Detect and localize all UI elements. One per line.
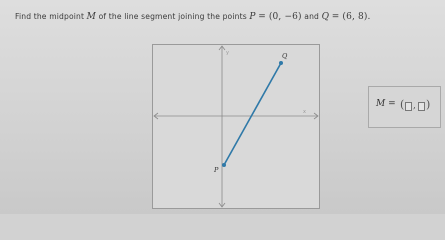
question-middle: of the line segment joining the points <box>98 12 247 21</box>
point-q-label: Q <box>282 52 288 60</box>
question-and: and <box>304 12 320 21</box>
x-coordinate-input[interactable] <box>405 102 412 111</box>
point-p-label: P <box>214 166 219 174</box>
point-p-variable: P <box>249 12 256 22</box>
question-prefix: Find the midpoint <box>15 12 85 21</box>
answer-open-paren: ( <box>400 98 405 111</box>
answer-label <box>376 99 396 109</box>
point-q-variable: Q <box>321 12 330 22</box>
x-axis-label: x <box>303 109 306 115</box>
graph-frame <box>153 45 320 209</box>
answer-variable: M <box>376 99 386 109</box>
y-axis-label: y <box>226 50 229 56</box>
point-p-value: = (0, −6) <box>258 12 302 22</box>
question-text <box>15 12 371 22</box>
coordinate-graph <box>152 44 320 209</box>
answer-comma: , <box>413 101 416 111</box>
point-p-dot[interactable] <box>222 163 226 167</box>
midpoint-variable: M <box>86 12 97 22</box>
y-coordinate-input[interactable] <box>418 102 425 111</box>
point-q-dot[interactable] <box>279 61 283 65</box>
answer-box <box>368 86 441 128</box>
answer-close-paren: ) <box>426 98 431 111</box>
answer-equals: = <box>388 99 396 109</box>
point-q-value: = (6, 8). <box>331 12 371 22</box>
